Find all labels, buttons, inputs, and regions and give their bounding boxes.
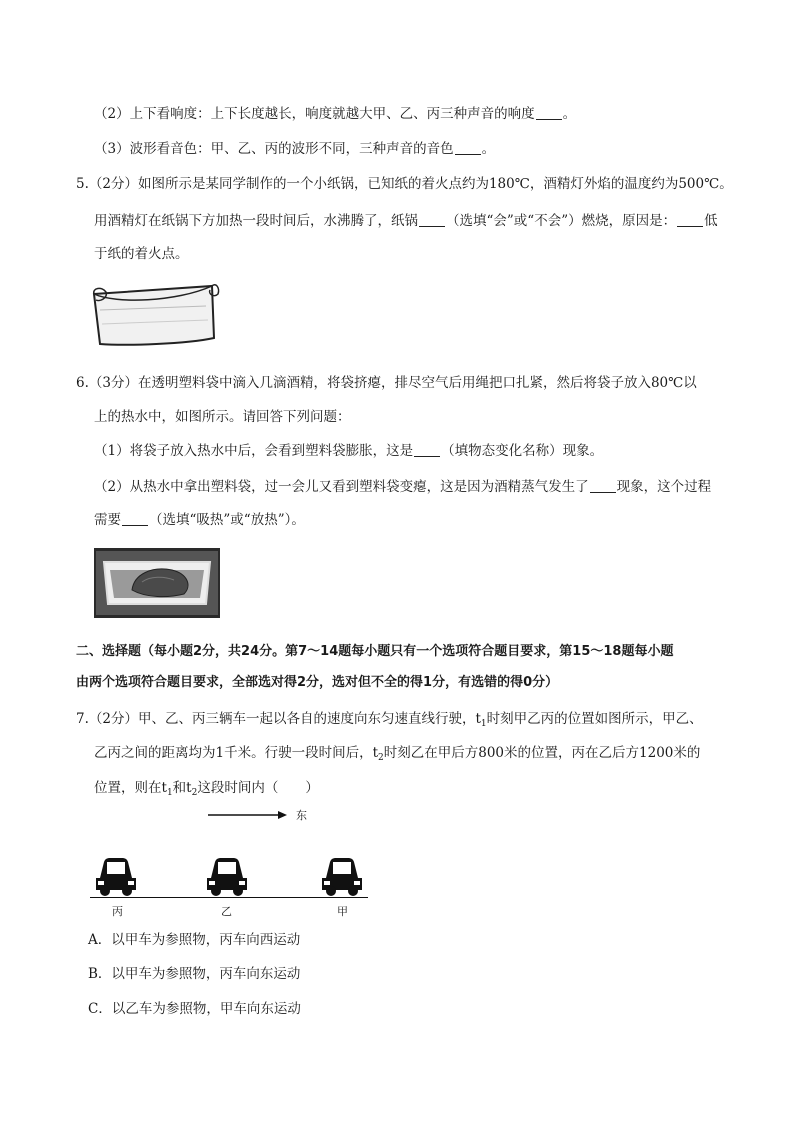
car-icon (94, 858, 138, 898)
q5-line2-b: （选填“会”或“不会”）燃烧，原因是： (446, 213, 677, 229)
q4-item3-text: （3）波形看音色：甲、乙、丙的波形不同，三种声音的音色 (94, 141, 454, 157)
q7-line3-c: 这段时间内（ ） (197, 780, 319, 796)
car-icon (320, 858, 364, 898)
answer-blank (122, 511, 148, 526)
answer-blank (590, 478, 616, 493)
car-label-jia: 甲 (337, 905, 348, 918)
q7-line2-sub: 2 (378, 753, 384, 763)
q4-item3-end: 。 (481, 141, 496, 157)
q6-item1-a: （1）将袋子放入热水中后，会看到塑料袋膨胀，这是 (94, 443, 414, 459)
car-label-yi: 乙 (221, 905, 232, 918)
q7-line1-sub: 1 (480, 719, 487, 729)
q5-line1: 5.（2分）如图所示是某同学制作的一个小纸锅，已知纸的着火点约为180℃，酒精灯外焰的温度约为500℃。 (76, 176, 733, 192)
q6-item2-cont (94, 510, 305, 530)
answer-blank (455, 140, 481, 155)
q5-line2-c: 低 (704, 213, 718, 229)
direction-label-east: 东 (296, 809, 307, 822)
q6-item2-a: （2）从热水中拿出塑料袋，过一会儿又看到塑料袋变瘪，这是因为酒精蒸气发生了 (94, 479, 589, 495)
q6-item2-d: （选填“吸热”或“放热”）。 (149, 512, 305, 528)
q4-item2 (94, 104, 576, 124)
q6-item1 (94, 441, 603, 461)
answer-blank (677, 212, 703, 227)
q6-item1-b: （填物态变化名称）现象。 (441, 443, 604, 459)
q7-line3-sub2: 2 (191, 788, 198, 798)
q5-line2-a: 用酒精灯在纸锅下方加热一段时间后，水沸腾了，纸锅 (94, 213, 418, 229)
q4-item2-end: 。 (562, 106, 577, 122)
q6-item2-c: 需要 (94, 512, 121, 528)
q6-line1: 6.（3分）在透明塑料袋中滴入几滴酒精，将袋挤瘪，排尽空气后用绳把口扎紧，然后将袋子放入80℃以 (76, 375, 697, 391)
q7-line1 (76, 709, 703, 734)
plastic-bag-hot-water-figure (94, 548, 220, 618)
q7-option-c[interactable]: C．以乙车为参照物，甲车向东运动 (88, 1001, 301, 1017)
section2-header-line1: 二、选择题（每小题2分，共24分。第7～14题每小题只有一个选项符合题目要求，第15～18题每小题 (76, 644, 674, 659)
q7-line3-b: 和t (172, 780, 192, 796)
q5-line2 (94, 211, 718, 231)
q7-line2-a: 乙丙之间的距离均为1千米。行驶一段时间后，t (94, 745, 379, 761)
answer-blank (414, 442, 440, 457)
paper-pot-figure (86, 280, 222, 350)
answer-blank (536, 105, 562, 120)
section2-header-line2: 由两个选项符合题目要求，全部选对得2分，选对但不全的得1分，有选错的得0分） (76, 675, 559, 690)
q4-item2-text: （2）上下看响度：上下长度越长，响度就越大甲、乙、丙三种声音的响度 (94, 106, 535, 122)
road-line (90, 897, 368, 898)
q5-line3: 于纸的着火点。 (94, 246, 189, 262)
q7-line3-a: 位置，则在t (94, 780, 167, 796)
q7-option-b[interactable]: B．以甲车为参照物，丙车向东运动 (88, 966, 301, 982)
q7-option-a[interactable]: A．以甲车为参照物，丙车向西运动 (88, 932, 301, 948)
q7-line3-sub1: 1 (166, 788, 173, 798)
q4-item3 (94, 139, 495, 159)
q7-line1-b: 时刻甲乙丙的位置如图所示，甲乙、 (486, 711, 703, 727)
q6-item2-b: 现象，这个过程 (616, 479, 712, 495)
east-arrow-icon (208, 809, 288, 821)
car-label-bing: 丙 (112, 905, 123, 918)
car-icon (205, 858, 249, 898)
q6-item2 (94, 477, 711, 497)
q7-line2 (94, 743, 700, 768)
answer-blank (419, 212, 445, 227)
q7-line3 (94, 778, 319, 803)
q6-line2: 上的热水中，如图所示。请回答下列问题： (94, 409, 351, 425)
q7-line2-b: 时刻乙在甲后方800米的位置，丙在乙后方1200米的 (383, 745, 701, 761)
q7-line1-a: 7.（2分）甲、乙、丙三辆车一起以各自的速度向东匀速直线行驶，t (76, 711, 481, 727)
